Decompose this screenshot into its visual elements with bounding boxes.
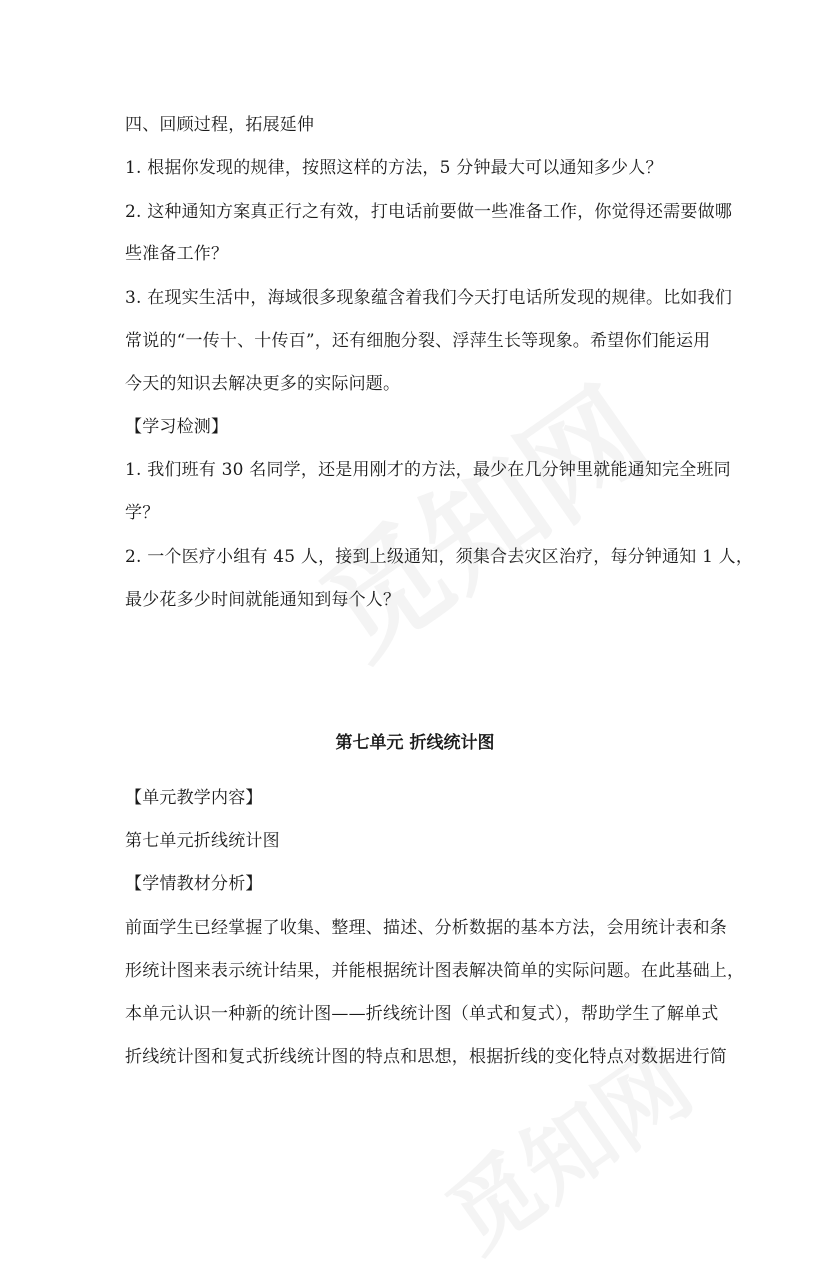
check-heading: 【学习检测】: [125, 417, 229, 437]
unit-title: 第七单元 折线统计图: [335, 733, 495, 753]
analysis-line-3: 本单元认识一种新的统计图——折线统计图（单式和复式），帮助学生了解单式: [125, 1004, 719, 1024]
review-question-3-cont: 今天的知识去解决更多的实际问题。: [125, 374, 401, 394]
check-question-1: 1. 我们班有 30 名同学，还是用刚才的方法，最少在几分钟里就能通知完全班同: [125, 460, 731, 480]
analysis-line-2: 形统计图来表示统计结果，并能根据统计图表解决简单的实际问题。在此基础上，: [125, 961, 745, 981]
section-heading: 四、回顾过程，拓展延伸: [125, 115, 315, 135]
analysis-line-4: 折线统计图和复式折线统计图的特点和思想，根据折线的变化特点对数据进行简: [125, 1047, 727, 1067]
analysis-heading: 【学情教材分析】: [125, 874, 263, 894]
analysis-line-1: 前面学生已经掌握了收集、整理、描述、分析数据的基本方法，会用统计表和条: [125, 918, 727, 938]
review-question-3-cont: 常说的“一传十、十传百”，还有细胞分裂、浮萍生长等现象。希望你们能运用: [125, 331, 711, 351]
review-question-2-cont: 些准备工作？: [125, 244, 229, 264]
content-text: 第七单元折线统计图: [125, 831, 280, 851]
review-question-1: 1. 根据你发现的规律，按照这样的方法，5 分钟最大可以通知多少人？: [125, 158, 663, 178]
check-question-2-cont: 最少花多少时间就能通知到每个人？: [125, 590, 401, 610]
review-question-3: 3. 在现实生活中，海域很多现象蕴含着我们今天打电话所发现的规律。比如我们: [125, 288, 733, 308]
check-question-2: 2. 一个医疗小组有 45 人，接到上级通知，须集合去灾区治疗，每分钟通知 1 人，: [125, 547, 754, 567]
review-question-2: 2. 这种通知方案真正行之有效，打电话前要做一些准备工作，你觉得还需要做哪: [125, 202, 733, 222]
check-question-1-cont: 学？: [125, 503, 160, 523]
content-heading: 【单元教学内容】: [125, 788, 263, 808]
